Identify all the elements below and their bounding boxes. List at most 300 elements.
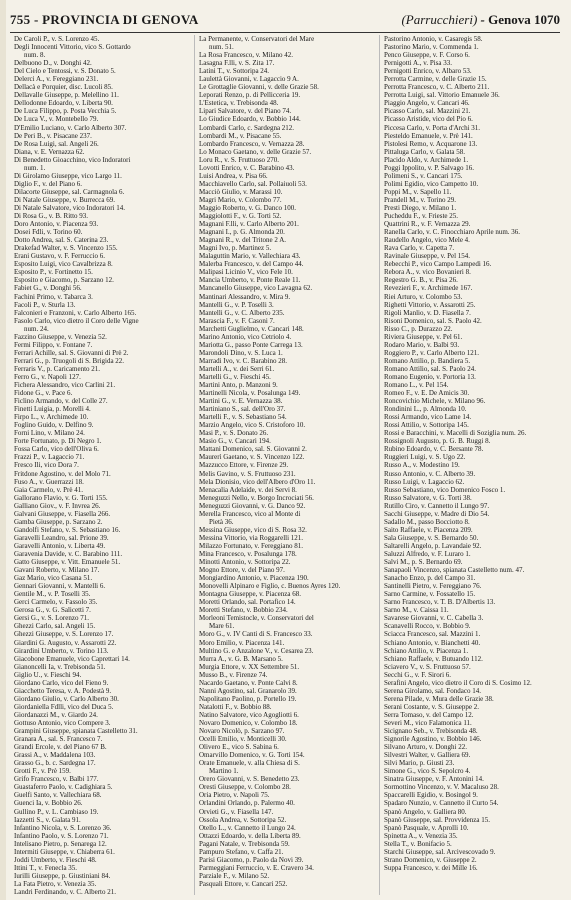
directory-entry: Melis Gavino, v. S. Fruttuoso 231. (199, 469, 296, 478)
directory-entry: Salvi M., p. S. Bernardo 69. (384, 558, 463, 567)
directory-entry: Moretti Stefano, v. Bobbio 234. (199, 606, 288, 615)
directory-entry: Granara A., sal. S. Francesco 7. (14, 735, 103, 744)
directory-entry: De Luca V., v. Montebello 79. (14, 115, 99, 124)
directory-entry: Nanni Agostino, sal. Granarolo 39. (199, 686, 297, 695)
directory-entry: Spanò Angelo, v. Galliera 80. (384, 807, 467, 816)
directory-entry: Regestro G. B., v. Pisa 26. (384, 276, 458, 285)
directory-entry: Rebecchi P., vico Campo Lampedi 16. (384, 260, 492, 269)
directory-entry: Perrotta Carmine, v. delle Grazie 15. (384, 75, 487, 84)
directory-entry: Mancanello Giuseppe, vico Lavagna 62. (199, 284, 313, 293)
directory-entry: Lombardi Carlo, c. Sardegna 212. (199, 123, 295, 132)
directory-entry: Ghezzi Carlo, sal. Angeli 15. (14, 622, 96, 631)
directory-entry: Fasolo Carlo, vico dietro il Coro delle Vigne (14, 316, 139, 325)
directory-entry: Pasquali Ettore, v. Cancari 252. (199, 879, 288, 888)
directory-entry: Le Grottaglie Giovanni, v. delle Grazie 58. (199, 83, 319, 92)
directory-entry: Rubino Edoardo, v. C. Bersante 78. (384, 445, 484, 454)
page-number: 755 (10, 12, 31, 27)
directory-entry: Spaccarelli Egidio, v. Bosingol 9. (384, 791, 478, 800)
directory-entry: Malipasi Licinio V., vico Fele 10. (199, 268, 293, 277)
directory-entry: Intelisano Pietro, p. Senarega 12. (14, 839, 107, 848)
directory-entry: Pittaluga Carlo, v. Galata 58. (384, 147, 465, 156)
directory-entry: Intermiti Giuseppe, v. Chiaberra 61. (14, 847, 115, 856)
directory-entry: Erani Gustavo, v. F. Ferruccio 6. (14, 252, 105, 261)
directory-entry: Rossi Attilio, v. Sottoripa 145. (384, 421, 469, 430)
directory-entry: Dilacorte Giuseppe, sal. Carmagnola 6. (14, 187, 125, 196)
directory-entry: Otello L., v. Cannetto il Lungo 24. (199, 823, 296, 832)
directory-entry: Guenci Ia, v. Bobbio 26. (14, 799, 83, 808)
directory-entry: Marchetti Guglielmo, v. Cancari 148. (199, 324, 304, 333)
directory-entry: Rossi e Baracchini, v. Macelli di Soziglia num. 26. (384, 429, 527, 438)
directory-column-2 (199, 35, 375, 895)
city-range: Genova 1070 (488, 12, 560, 27)
directory-entry: Piesteldo Emanuele, v. Prè 141. (384, 131, 473, 140)
directory-entry: Giordano Carlo, vico del Fieno 9. (14, 678, 109, 687)
directory-entry: Mattani Domenico, sal. S. Giovanni 2. (199, 445, 307, 454)
directory-entry: Martino 1. (209, 767, 239, 776)
directory-entry: Ittini T., v. Fenecla 35. (14, 863, 78, 872)
directory-entry: Picasso Aristide, vico del Pio 6. (384, 115, 473, 124)
directory-entry: Foglino Guido, v. Delfino 9. (14, 421, 94, 430)
directory-entry: Pagani Natale, v. Trebisonda 59. (199, 839, 290, 848)
directory-entry: Rigoli Manlio, v. D. Fiasella 7. (384, 308, 471, 317)
directory-entry: Marino Antonio, vico Cetriolo 4. (199, 332, 292, 341)
directory-entry: Romano Eugenio, v. Portoria 13. (384, 372, 476, 381)
directory-entry: Marascia F., v. F. Casoni 7. (199, 316, 275, 325)
directory-entry: Grasso G., b. c. Sardegna 17. (14, 759, 96, 768)
directory-entry: Schiano Attilio, v. Piacenza 1. (384, 646, 469, 655)
directory-entry: Merella Francesco, vico al Monte di (199, 509, 301, 518)
directory-entry: Pistolesi Remo, v. Acquarone 13. (384, 139, 478, 148)
directory-entry: Gentile M., v. P. Toselli 35. (14, 590, 91, 599)
directory-entry: Mazzucco Ettore, v. Firenze 29. (199, 461, 289, 470)
directory-entry: Monovelli Alpinaro e Figlio, c. Buenos Ayres 120. (199, 582, 341, 591)
directory-entry: Natino Salvatore, vico Agogliotti 6. (199, 710, 299, 719)
directory-entry: Murgia Ettore, v. XX Settembre 51. (199, 662, 300, 671)
directory-entry: Orvieti G., v. Fiasella 147. (199, 807, 274, 816)
directory-entry: Roggiero P., v. Carlo Alberto 121. (384, 348, 480, 357)
directory-entry: Russo A., v. Modestino 19. (384, 461, 460, 470)
directory-entry: Ottazzi Edoardo, v. della Liberta 89. (199, 831, 301, 840)
province-title: PROVINCIA DI GENOVA (42, 12, 199, 27)
directory-entry: Diglio F., v. del Piano 6. (14, 179, 83, 188)
directory-entry: Leporati Renzo, p. di Pellicceria 19. (199, 91, 301, 100)
directory-entry: Sarno M., v. Caissa 11. (384, 606, 449, 615)
directory-entry: Romeo F., v. E. De Amicis 30. (384, 389, 470, 398)
directory-entry: Roncovichio Michele, v. Milano 96. (384, 397, 486, 406)
directory-entry: Starchi Giuseppe, sal. Arcivescovado 9. (384, 847, 496, 856)
directory-entry: Silvi Mario, p. Giusti 23. (384, 759, 455, 768)
directory-entry: Martinelli Nicola, v. Posalunga 149. (199, 389, 301, 398)
directory-entry: Piccesa Carlo, v. Porta d'Archi 31. (384, 123, 481, 132)
directory-entry: Galliano Giov., v. F. Invrea 26. (14, 501, 101, 510)
directory-entry: Dellavalle Giuseppe, p. Melellino 11. (14, 91, 119, 100)
directory-entry: Russo Luigi, v. Lagaccio 62. (384, 477, 465, 486)
directory-entry: Placido Aldo, v. Archimede 1. (384, 155, 469, 164)
directory-entry: Piaggio Angelo, v. Cancari 46. (384, 99, 470, 108)
directory-entry: Fresco Ili, vico Dora 7. (14, 461, 79, 470)
directory-entry: Galvani Giuseppe, v. Fiasella 266. (14, 509, 111, 518)
directory-entry: Giordanazzi M., v. Giardo 24. (14, 710, 98, 719)
directory-entry: Laulettà Giovanni, v. Lagaccio 9 A. (199, 75, 299, 84)
directory-entry: Gallorano Flavio, v. G. Torti 155. (14, 493, 108, 502)
directory-entry: Martelli F., v. S. Sebastiano 54. (199, 413, 287, 422)
directory-entry: Delerci A., v. Fereggiano 231. (14, 75, 99, 84)
directory-column-1 (14, 35, 190, 895)
directory-entry: Rutillo Ciro, v. Cannetto il Lungo 97. (384, 501, 490, 510)
directory-entry: La Fata Pietro, v. Venezia 35. (14, 879, 97, 888)
directory-entry: Ravinale Giuseppe, v. Pel 154. (384, 252, 471, 261)
directory-entry: Omarvillo Domenico, v. G. Torti 154. (199, 751, 305, 760)
directory-entry: Latini T., v. Sottoripa 24. (199, 67, 270, 76)
directory-entry: Di Natale Giuseppe, v. Burrecca 69. (14, 195, 116, 204)
directory-entry: Del Cielo e Tentossi, v. S. Donato 5. (14, 67, 116, 76)
directory-entry: Giglio U., v. Fieschi 94. (14, 670, 82, 679)
directory-entry: Mantelli G., v. P. Toselli 3. (199, 300, 274, 309)
directory-entry: Schiano Raffaele, v. Butuando 112. (384, 654, 483, 663)
directory-entry: La Permanente, v. Conservatori del Mare (199, 35, 315, 43)
directory-entry: Ficlino Armando, v. del Colle 27. (14, 397, 108, 406)
directory-entry: Napolitano Paolino, p. Portello 19. (199, 694, 297, 703)
directory-entry: Saltarelli Angelo, p. Lavandaie 92. (384, 541, 482, 550)
directory-entry: Maggiolotti F., v. G. Torti 52. (199, 212, 282, 221)
directory-entry: Sciacca Francesco, sal. Mazzini 1. (384, 630, 481, 639)
directory-entry: Delbuono D., v. Donghi 42. (14, 59, 92, 68)
directory-entry: Pernigotti A., v. Pisa 33. (384, 59, 452, 68)
directory-entry: Sala Giuseppe, v. S. Bernardo 50. (384, 533, 479, 542)
directory-entry: Gersi G., v. S. Lorenzo 71. (14, 614, 89, 623)
directory-entry: Saito Raffaele, v. Piacenza 209. (384, 525, 473, 534)
directory-entry: Righetti Vittorio, v. Assarotti 25. (384, 300, 476, 309)
directory-entry: Esposito e Giacomo, p. Sarzano 12. (14, 276, 114, 285)
directory-entry: Presti Diego, v. Milano 1. (384, 203, 457, 212)
directory-entry: La Rosa Francesco, v. Milano 42. (199, 51, 294, 60)
directory-entry: Mongiardino Antonio, v. Piacenza 190. (199, 574, 309, 583)
directory-entry: Spanò Giuseppe, sal. Provvidenza 15. (384, 815, 490, 824)
directory-entry: Novaro Domenico, v. Colombo 18. (199, 718, 298, 727)
directory-entry: Di Benedetto Gioacchino, vico Indoratori (14, 155, 131, 164)
directory-entry: Natalotti F., v. Bobbio 88. (199, 702, 272, 711)
directory-entry: Serena Girolamo, sal. Fondaco 14. (384, 686, 482, 695)
directory-entry: Fichera Alessandro, vico Carlini 21. (14, 381, 116, 390)
directory-entry: Suppa Francesco, v. dei Mille 16. (384, 863, 478, 872)
directory-entry: Lombardo Francesco, v. Vernazza 28. (199, 139, 305, 148)
directory-entry: Polimeni S., v. Cancari 175. (384, 171, 463, 180)
directory-entry: Grandi Ercole, v. del Piano 67 B. (14, 743, 107, 752)
directory-entry: Iurilli Giuseppe, p. Giustiniani 84. (14, 871, 111, 880)
directory-entry: Oria Pietro, v. Napoli 75. (199, 791, 270, 800)
directory-entry: Esposito P., v. Fortinetto 15. (14, 268, 93, 277)
directory-entry: Sadallo M., passo Bocciotto 8. (384, 517, 470, 526)
directory-entry: Ossola Andrea, v. Sottoripa 52. (199, 815, 287, 824)
directory-entry: Martini G., v. E. Vernazza 38. (199, 397, 283, 406)
directory-entry: Montagna Giuseppe, v. Piacenza 68. (199, 590, 301, 599)
directory-entry: Drakefad Walter, v. S. Vincenzo 155. (14, 244, 118, 253)
directory-entry: Martelli A., v. dei Serri 61. (199, 364, 275, 373)
directory-entry: Diana, v. E. Vernazza 62. (14, 147, 85, 156)
directory-entry: Risso C., p. Durazzo 22. (384, 324, 453, 333)
directory-entry: Rondinini L., p. Almonda 10. (384, 405, 467, 414)
directory-entry: Martini Anto, p. Manzoni 9. (199, 381, 278, 390)
column-divider (379, 35, 380, 895)
directory-entry: Milazzo Fortunato, v. Fereggiano 81. (199, 541, 303, 550)
directory-entry: De Luca Filippo, p. Posta Vecchia 5. (14, 107, 117, 116)
directory-entry: Mantelli G., v. C. Alberto 235. (199, 308, 285, 317)
directory-entry: Silvano Arturo, v. Donghi 22. (384, 743, 467, 752)
directory-entry: Falconieri e Franzoni, v. Carlo Alberto 165. (14, 308, 137, 317)
directory-entry: Gianoncelli Ia, v. Trebisonda 51. (14, 662, 106, 671)
directory-entry: Finetti Luigia, p. Morelli 4. (14, 405, 91, 414)
directory-entry: Lo Giudice Edoardo, v. Bobbio 144. (199, 115, 301, 124)
directory-entry: Maggio Roberto, v. G. Danco 100. (199, 203, 296, 212)
directory-entry: Ferro G., v. Napoli 127. (14, 372, 81, 381)
directory-entry: Messina Vittorio, via Roggarelli 121. (199, 533, 304, 542)
directory-entry: Serani Costante, v. S. Giuseppe 2. (384, 702, 480, 711)
directory-entry: Giardini G. Augusto, v. Assarotti 22. (14, 638, 117, 647)
directory-entry: Marzio Angelo, vico S. Cristoforo 10. (199, 421, 306, 430)
directory-entry: Magni Ivo, p. Martinez 5. (199, 244, 272, 253)
directory-entry: Grotti F., v. Prè 159. (14, 767, 71, 776)
directory-entry: Gaz Mario, vico Casana 51. (14, 574, 93, 583)
directory-entry: Perrotta Luigi, sal. Vittorio Emanuele 36. (384, 91, 500, 100)
directory-entry: Nacardo Gaetano, v. Ponte Calvi 8. (199, 678, 298, 687)
directory-entry: Fritdone Agostino, v. del Molo 71. (14, 469, 111, 478)
directory-entry: Sormottino Vincenzo, v. V. Macaluso 28. (384, 783, 499, 792)
directory-entry: Degli Innocenti Vittorio, vico S. Gottardo (14, 43, 131, 52)
directory-entry: De Caroli P., v. S. Lorenzo 45. (14, 35, 100, 43)
directory-entry: Gandolfi Stefano, v. S. Sebastiano 16. (14, 525, 121, 534)
directory-entry: Raudello Angelo, vico Mele 4. (384, 236, 470, 245)
directory-entry: Moro Emilio, v. Piacenza 141. (199, 638, 285, 647)
directory-entry: Ferrari G., p. Truogoli di S. Brigida 22. (14, 356, 125, 365)
directory-entry: Martelli G., v. Fieschi 45. (199, 372, 271, 381)
directory-entry: Ruggieri Luigi, v. S. Ugo 22. (384, 453, 466, 462)
directory-entry: Infantino Paolo, v. S. Lorenzo 71. (14, 831, 109, 840)
directory-entry: Lovotti Enrico, v. C. Barabino 43. (199, 163, 295, 172)
directory-entry: Spanò Pasquale, v. Aprolli 10. (384, 823, 469, 832)
page-spine-shadow (0, 0, 6, 900)
directory-entry: Gerci Carmelo, v. Fassolo 35. (14, 598, 98, 607)
directory-entry: Mogno Ettore, v. del Piano 97. (199, 566, 285, 575)
directory-entry: Fermi Filippo, v. Fontane 7. (14, 340, 93, 349)
directory-entry: Gaia Carmelo, v. Prè 41. (14, 485, 83, 494)
directory-entry: Fossa Carlo, vico dell'Oliva 6. (14, 445, 99, 454)
directory-entry: Grampini Giuseppe, spianata Castelletto 31. (14, 727, 138, 736)
page-header (10, 12, 560, 30)
directory-entry: Sarno Francesco, v. T. B. D'Albertis 13. (384, 598, 496, 607)
directory-entry: Saluzzi Alfredo, v. F. Luraro 1. (384, 550, 471, 558)
directory-entry: Pastorino Mario, v. Commenda 1. (384, 43, 479, 52)
directory-entry: num. 24. (24, 324, 49, 333)
directory-entry: Riei Arturo, v. Colombo 53. (384, 292, 463, 301)
directory-entry: Girardini Umberto, v. Torino 113. (14, 646, 109, 655)
directory-entry: Garavenia Davide, v. C. Barabino 111. (14, 550, 123, 558)
directory-entry: Firpo L., v. Archimede 10. (14, 413, 89, 422)
directory-entry: Fidone G., v. Pace 6. (14, 389, 73, 398)
directory-entry: Serafini Angelo, vico dietro il Coro di S. Cosimo 12. (384, 678, 532, 687)
directory-entry: Giordaniella Fdlli, vico del Duca 5. (14, 702, 114, 711)
directory-entry: Poppi M., v. Sapello 11. (384, 187, 452, 196)
category-label: (Parrucchieri) (401, 12, 478, 27)
directory-entry: Lipari Salvatore, v. del Piano 74. (199, 107, 292, 116)
directory-entry: Ranella Carlo, v. C. Finocchiaro Aprile num. 36. (384, 228, 521, 237)
directory-entry: Pucheddu F., v. Frieste 25. (384, 212, 459, 221)
directory-entry: L'Estetica, v. Trebisonda 48. (199, 99, 279, 108)
directory-entry: Dotto Andrea, sal. S. Caterina 23. (14, 236, 109, 245)
directory-entry: Forte Fortunato, p. Di Negro 1. (14, 437, 102, 446)
directory-entry: Olivero E., vico S. Sabina 6. (199, 743, 279, 752)
directory-entry: Silvestri Walter, v. Galliera 69. (384, 751, 471, 760)
directory-entry: Moro G., v. IV Canti di S. Francesco 33. (199, 630, 313, 639)
directory-entry: Secchi G., v. F. Sirori 6. (384, 670, 452, 679)
directory-entry: Gamba Giuseppe, p. Sarzano 2. (14, 517, 103, 526)
directory-entry: Serena Pilade, v. Mura delle Grazie 38. (384, 694, 494, 703)
directory-entry: Severi M., vico Falamonica 11. (384, 718, 472, 727)
directory-entry: Romano Attilio, p. Bandiera 5. (384, 356, 471, 365)
directory-entry: Romano L., v. Pel 154. (384, 381, 449, 390)
directory-entry: Gennari Giovanni, v. Mantelli 6. (14, 582, 106, 591)
directory-entry: Meneguzzi Nello, v. Borgo Incrociati 56. (199, 493, 314, 502)
directory-entry: Meneguzzi Giovanni, v. G. Danco 92. (199, 501, 306, 510)
directory-entry: Savarese Giovanni, v. C. Cabella 3. (384, 614, 484, 623)
directory-entry: Marradi Ivo, v. C. Barabino 28. (199, 356, 287, 365)
directory-entry: Mantinari Alessandro, v. Mira 9. (199, 292, 291, 301)
directory-entry: Parisi Giacomo, p. Paolo da Novi 39. (199, 855, 304, 864)
header-right: (Parrucchieri) - Genova 1070 (401, 12, 560, 27)
directory-entry: Rava Carlo, v. Capetta 7. (384, 244, 455, 253)
directory-entry: Dellacà e Porquier, disc. Lucoli 85. (14, 83, 113, 92)
directory-entry: Pernigotti Enrico, v. Albaro 53. (384, 67, 472, 76)
directory-entry: Menacalia Adelaide, v. dei Servi 8. (199, 485, 297, 494)
directory-entry: Guelfi Santo, v. Vallechiara 68. (14, 791, 102, 800)
directory-entry: De Peri B., v. Pisacane 237. (14, 131, 92, 140)
directory-entry: Pastorino Antonio, v. Casaregis 58. (384, 35, 483, 43)
directory-entry: Dosei Fdli, v. Torino 60. (14, 228, 83, 237)
directory-entry: Mancia Umberto, v. Ponte Reale 11. (199, 276, 301, 285)
directory-entry: Scanavelli Rocco, v. Bobbio 9. (384, 622, 471, 631)
directory-entry: Signorile Agostino, v. Bobbio 146. (384, 735, 482, 744)
directory-entry: Penco Giuseppe, v. F. Corso 6. (384, 51, 470, 60)
directory-entry: Stella T., v. Bonifacio 5. (384, 839, 452, 848)
directory-entry: Marondoli Dino, v. S. Luca 1. (199, 348, 283, 357)
directory-entry: num. 8. (24, 51, 46, 60)
directory-entry: Magnani R., v. del Tritone 2 A. (199, 236, 287, 245)
directory-entry: Ghezzi Giuseppe, v. S. Lorenzo 17. (14, 630, 114, 639)
directory-entry: Luisi Andrea, v. Pisa 66. (199, 171, 268, 180)
directory-entry: Loru R., v. S. Fruttuoso 270. (199, 155, 280, 164)
directory-entry: Ferraris V., p. Caricamento 21. (14, 364, 101, 373)
directory-entry: Serra Tomaso, v. del Campo 12. (384, 710, 474, 719)
directory-entry: Giacobone Emanuele, vico Caprettari 14. (14, 654, 130, 663)
directory-entry: Di Rosa G., v. B. Ritto 93. (14, 212, 89, 221)
directory-entry: Masio G., v. Cancari 194. (199, 437, 271, 446)
directory-entry: Russo Antonio, v. C. Alberto 39. (384, 469, 476, 478)
directory-entry: Malerba Francesco, v. del Campo 44. (199, 260, 304, 269)
directory-entry: Infantino Nicola, v. S. Lorenzo 36. (14, 823, 112, 832)
directory-entry: Gatto Giuseppe, v. Vitt. Emanuele 51. (14, 558, 121, 567)
directory-entry: Iazzetti S., v. Galata 91. (14, 815, 81, 824)
directory-entry: Fazzino Giuseppe, v. Venezia 52. (14, 332, 107, 341)
directory-entry: Lasagna F.lli, v. S. Zita 17. (199, 59, 275, 68)
directory-entry: Facoli P., v. Sturla 13. (14, 300, 76, 309)
directory-entry: Macchiavello Carlo, sal. Pollaiuoli 53. (199, 179, 307, 188)
directory-entry: Orlandini Orlando, p. Palermo 40. (199, 799, 295, 808)
directory-entry: Sinatra Giuseppe, v. F. Antonini 14. (384, 775, 484, 784)
directory-entry: Poggi Ippolito, v. P. Salvago 16. (384, 163, 474, 172)
directory-entry: Simone G., vico S. Sepolcro 4. (384, 767, 471, 776)
directory-entry: Rodaro Mario, v. Balbi 93. (384, 340, 460, 349)
directory-entry: Fabiet G., v. Donghi 56. (14, 284, 82, 293)
header-rule (10, 32, 560, 33)
directory-entry: Mariotta G., passo Ponte Carrega 13. (199, 340, 303, 349)
directory-column-3 (384, 35, 560, 895)
directory-entry: Maurerì Gaetano, v. S. Vincenzo 122. (199, 453, 305, 462)
directory-entry: Romano Attilio, sal. S. Paolo 24. (384, 364, 476, 373)
directory-entry: Doro Antonio, v. Piacenza 93. (14, 220, 99, 229)
directory-entry: Fachini Primo, v. Tabarca 3. (14, 292, 93, 301)
directory-entry: Orero Giovanni, v. S. Benedetto 23. (199, 775, 300, 784)
directory-entry: Mare 61. (209, 622, 235, 631)
directory-entry: D'Emilio Luciano, v. Carlo Alberto 307. (14, 123, 127, 132)
directory-entry: Prandell M., v. Torino 29. (384, 195, 457, 204)
directory-entry: Gottuso Antonio, vico Compere 3. (14, 718, 111, 727)
directory-entry: num. 1. (24, 163, 46, 172)
directory-entry: Magnani I., p. G. Almonda 20. (199, 228, 285, 237)
directory-entry: Rossi Armando, vico Lame 14. (384, 413, 472, 422)
directory-entry: Rebora A., v. vico Bovanieri 8. (384, 268, 471, 277)
directory-entry: Ferrari Achille, sal. S. Giovanni di Prè 2. (14, 348, 129, 357)
directory-entry: Di Natale Salvatore, vico Indoratori 14. (14, 203, 125, 212)
directory-entry: Grassi A., v. Maddalena 103. (14, 751, 96, 760)
directory-entry: Sciavero V., v. S. Fruttuoso 57. (384, 662, 471, 671)
directory-entry: Russo Sebastiano, vico Domenico Fosco 1. (384, 485, 506, 494)
directory-entry: Lombardi M., v. Pisacane 55. (199, 131, 282, 140)
directory-entry: Gerosa G., v. G. Salicetti 7. (14, 606, 91, 615)
directory-entry: Dellodonne Edoardo, v. Liberta 90. (14, 99, 113, 108)
directory-entry: Ocelli Emilio, v. Monticelli 30. (199, 735, 287, 744)
directory-entry: Mina Francesco, v. Posalunga 178. (199, 550, 297, 558)
directory-entry: Revezieri F., v. Archimede 167. (384, 284, 473, 293)
directory-entry: Malaguttin Mario, v. Vallechiara 43. (199, 252, 301, 261)
directory-entry: Landri Ferdinando, v. C. Alberto 21. (14, 887, 117, 895)
directory-entry: Rossignoli Augusto, p. G. B. Ruggi 8. (384, 437, 491, 446)
column-divider (194, 35, 195, 895)
directory-entry: Gavani Roberto, v. Milano 17. (14, 566, 100, 575)
directory-entry: Garavelli Antonio, v. Liberta 49. (14, 541, 106, 550)
directory-entry: Polimi Egidio, vico Campetto 10. (384, 179, 479, 188)
directory-entry: Macciò Giulio, v. Marassi 10. (199, 187, 283, 196)
directory-entry: Minotti Antonio, v. Sottoripa 22. (199, 558, 291, 567)
directory-entry: Garavelli Leandro, sal. Prione 39. (14, 533, 109, 542)
directory-entry: Sicignano Seb., v. Trebisonda 48. (384, 727, 478, 736)
directory-entry: Giordano Giulio, v. Carlo Alberto 30. (14, 694, 119, 703)
directory-entry: Magri Mario, v. Colombo 77. (199, 195, 282, 204)
directory-entry: Russo Salvatore, v. G. Torti 38. (384, 493, 472, 502)
directory-entry: Di Girolamo Giuseppe, vico Largo 11. (14, 171, 122, 180)
directory-entry: Pietà 36. (209, 517, 234, 526)
directory-entry: Murra A., v. G. B. Marsano 5. (199, 654, 283, 663)
directory-entry: Frazzi P., v. Lagaccio 71. (14, 453, 85, 462)
directory-entry: Sacchi Giuseppe, v. Madre di Dio 54. (384, 509, 490, 518)
directory-entry: Riviera Giuseppe, v. Pel 61. (384, 332, 463, 341)
directory-entry: Grifo Francesco, v. Balbi 177. (14, 775, 99, 784)
directory-entry: Moretti Orlando, sal. Portafico 14. (199, 598, 296, 607)
directory-entry: Oresti Giuseppe, v. Colombo 28. (199, 783, 291, 792)
directory-entry: Santinelli Pietro, v. Fereggiano 76. (384, 582, 482, 591)
directory-entry: Perrotta Francesco, v. C. Alberto 211. (384, 83, 490, 92)
directory-entry: Sanacho Enzo, p. del Campo 31. (384, 574, 476, 583)
directory-entry: Guastaferro Paolo, v. Cadighiara 5. (14, 783, 113, 792)
directory-entry: Spinetta A., v. Venezia 35. (384, 831, 458, 840)
